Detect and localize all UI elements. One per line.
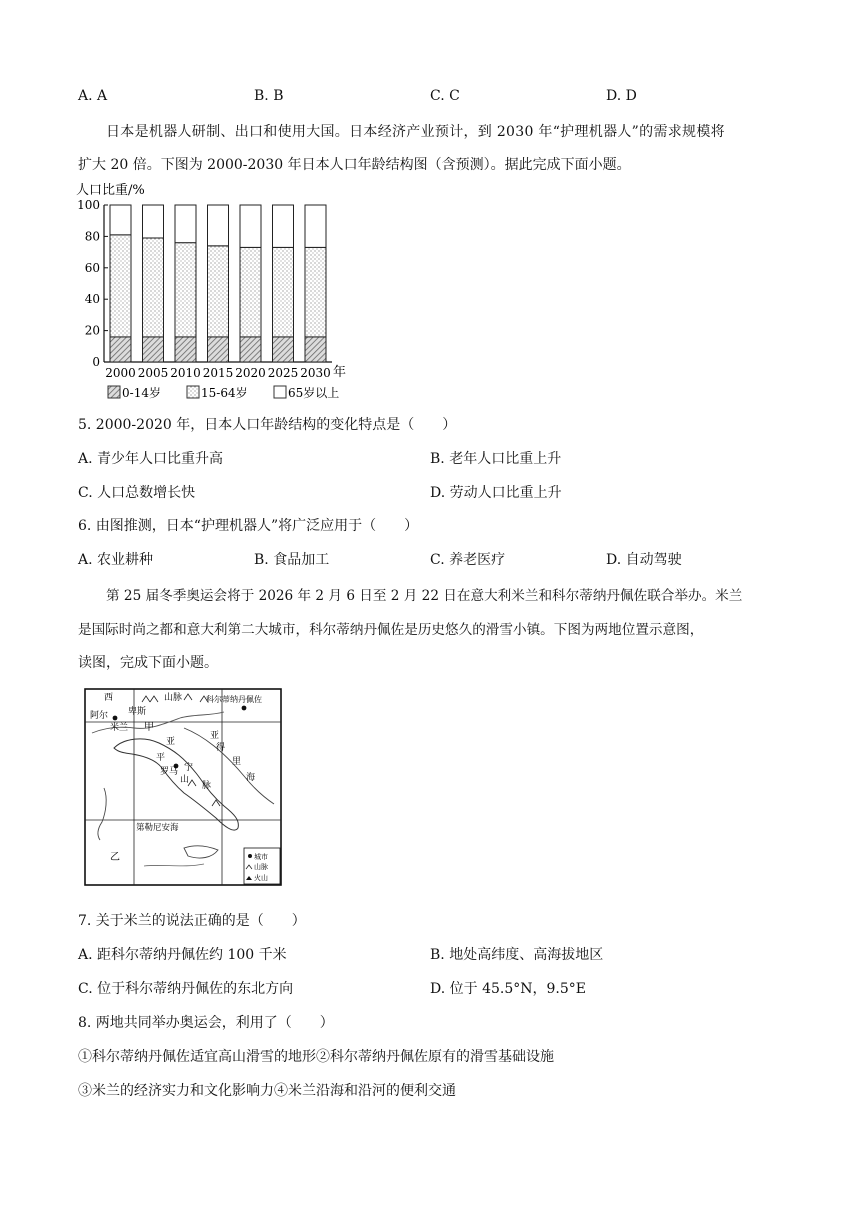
option-c: C. C (430, 88, 460, 104)
bar-2025-series-0 (273, 337, 294, 362)
map-label-aer: 阿尔 (90, 711, 109, 721)
intro2-line2: 是国际时尚之都和意大利第二大城市，科尔蒂纳丹佩佐是历史悠久的滑雪小镇。下图为两地位置示意图， (78, 622, 704, 638)
y-tick-label: 0 (92, 355, 100, 369)
map-label-rome: 罗马 (160, 767, 179, 777)
y-tick-label: 60 (84, 260, 100, 275)
bar-2020-series-2 (240, 205, 261, 247)
bar-2030-series-1 (305, 247, 326, 336)
chart-xunit: 年 (333, 365, 347, 380)
x-tick-label: 2005 (137, 366, 169, 380)
map-legend-city: 城市 (254, 853, 268, 861)
map-legend (244, 848, 280, 884)
q7-option-a: A. 距科尔蒂纳丹佩佐约 100 千米 (78, 947, 287, 963)
q8-statement-line2: ③米兰的经济实力和文化影响力④米兰沿海和沿河的便利交通 (78, 1083, 456, 1099)
map-label-milan: 米兰 (110, 723, 129, 733)
map-label-shanmai: 山脉 (164, 693, 183, 703)
y-tick-label: 40 (84, 292, 100, 307)
intro2-line1: 第 25 届冬季奥运会将于 2026 年 2 月 6 日至 2 月 22 日在意大利米兰和科尔蒂纳丹佩佐联合举办。米兰 (106, 588, 743, 604)
intro1-line2: 扩大 20 倍。下图为 2000-2030 年日本人口年龄结构图（含预测）。据此完成下面小题。 (78, 157, 631, 173)
intro1-line1: 日本是机器人研制、出口和使用大国。日本经济产业预计，到 2030 年“护理机器人”的需求规模将 (106, 124, 725, 140)
map-label-yi: 乙 (110, 852, 120, 863)
bar-2015-series-2 (208, 205, 229, 246)
bar-2030-series-2 (305, 205, 326, 247)
q7-stem: 7. 关于米兰的说法正确的是（ ） (78, 913, 306, 929)
bar-2005-series-2 (143, 205, 164, 238)
bar-2030-series-0 (305, 337, 326, 362)
chart-ylabel: 人口比重/% (76, 183, 145, 198)
bar-2000-series-0 (110, 337, 131, 362)
italy-location-map (84, 688, 282, 886)
map-label-beisi: 卑斯 (128, 707, 147, 717)
map-label-ning: 宁 (184, 763, 194, 773)
bar-2020-series-0 (240, 337, 261, 362)
x-tick-label: 2020 (235, 366, 266, 380)
map-label-de: 得 (216, 743, 226, 753)
bar-2005-series-0 (143, 337, 164, 362)
bar-2010-series-1 (175, 243, 196, 337)
x-tick-label: 2025 (267, 366, 299, 380)
q6-option-c: C. 养老医疗 (430, 552, 506, 568)
q8-statement-line1: ①科尔蒂纳丹佩佐适宜高山滑雪的地形②科尔蒂纳丹佩佐原有的滑雪基础设施 (78, 1049, 554, 1065)
q7-option-d: D. 位于 45.5°N，9.5°E (430, 981, 586, 997)
q8-stem: 8. 两地共同举办奥运会，利用了（ ） (78, 1015, 334, 1031)
map-label-shan: 山 (180, 775, 190, 785)
x-tick-label: 2000 (105, 366, 136, 380)
map-label-ping: 平 (156, 753, 166, 763)
y-tick-label: 20 (84, 323, 100, 338)
legend-swatch-65plus (274, 386, 286, 398)
x-tick-label: 2030 (300, 366, 331, 380)
map-label-ya1: 亚 (166, 737, 176, 747)
y-tick-label: 80 (84, 229, 100, 244)
map-label-mai: 脉 (202, 781, 212, 791)
map-label-li: 里 (232, 757, 242, 767)
legend-swatch-15-64 (187, 386, 199, 398)
q5-stem: 5. 2000-2020 年，日本人口年龄结构的变化特点是（ ） (78, 417, 457, 433)
q5-option-b: B. 老年人口比重上升 (430, 451, 562, 467)
bar-2020-series-1 (240, 247, 261, 336)
q6-option-d: D. 自动驾驶 (606, 552, 682, 568)
legend-label-15-64: 15-64岁 (201, 386, 248, 400)
q5-option-c: C. 人口总数增长快 (78, 485, 196, 501)
q6-stem: 6. 由图推测，日本“护理机器人”将广泛应用于（ ） (78, 518, 419, 534)
legend-swatch-0-14 (108, 386, 120, 398)
map-legend-volcano: 火山 (254, 874, 268, 882)
map-label-tyrrhenian: 第勒尼安海 (136, 823, 179, 833)
cortina-city-dot (242, 706, 247, 711)
option-b: B. B (254, 88, 284, 104)
map-label-ya2: 亚 (210, 731, 220, 741)
chart-legend (108, 385, 339, 400)
map-label-jia: 甲 (144, 722, 154, 733)
bar-2010-series-2 (175, 205, 196, 243)
intro2-line3: 读图，完成下面小题。 (78, 655, 218, 671)
q5-option-a: A. 青少年人口比重升高 (78, 451, 224, 467)
q7-option-c: C. 位于科尔蒂纳丹佩佐的东北方向 (78, 981, 294, 997)
population-structure-chart (70, 178, 370, 406)
x-tick-label: 2010 (170, 366, 201, 380)
bar-2010-series-0 (175, 337, 196, 362)
map-label-hai: 海 (246, 773, 256, 783)
q5-option-d: D. 劳动人口比重上升 (430, 485, 562, 501)
map-legend-mountain: 山脉 (254, 863, 268, 871)
option-d: D. D (606, 88, 637, 104)
q6-option-b: B. 食品加工 (254, 552, 330, 568)
bar-2025-series-1 (273, 247, 294, 336)
milan-city-dot (113, 716, 118, 721)
option-a: A. A (78, 88, 108, 104)
bar-2000-series-1 (110, 235, 131, 337)
bar-2015-series-0 (208, 337, 229, 362)
bar-2005-series-1 (143, 238, 164, 337)
x-tick-label: 2015 (202, 366, 234, 380)
map-label-cortina: 科尔蒂纳丹佩佐 (206, 695, 262, 704)
legend-label-65plus: 65岁以上 (288, 386, 340, 400)
bar-2000-series-2 (110, 205, 131, 235)
bar-2015-series-1 (208, 246, 229, 337)
y-tick-label: 100 (77, 198, 100, 212)
legend-label-0-14: 0-14岁 (122, 386, 161, 400)
bar-2025-series-2 (273, 205, 294, 247)
q6-option-a: A. 农业耕种 (78, 552, 154, 568)
map-label-xi: 西 (104, 693, 114, 703)
q7-option-b: B. 地处高纬度、高海拔地区 (430, 947, 604, 963)
